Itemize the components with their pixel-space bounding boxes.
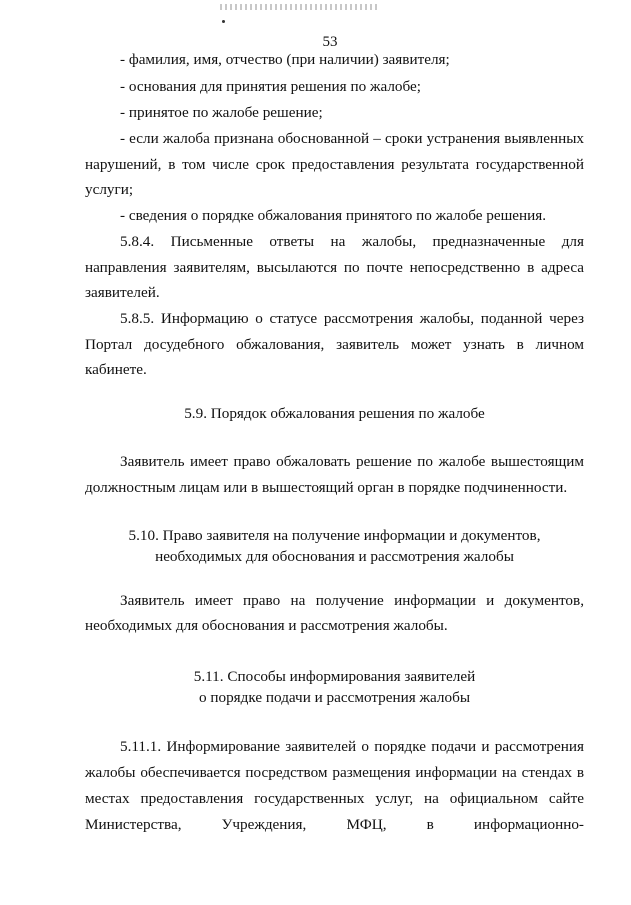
paragraph-line: Министерства, Учреждения, МФЦ, в информационно- [85,816,584,833]
scan-artifact [220,4,380,10]
paragraph-line: заявителей. [85,284,160,301]
paragraph-line: жалобы обеспечивается посредством размещения информации на стендах в [85,764,584,781]
section-heading: о порядке подачи и рассмотрения жалобы [198,689,471,706]
scan-dot [222,20,225,23]
page-number: 53 [322,34,338,50]
paragraph-line: 5.11.1. Информирование заявителей о порядке подачи и рассмотрения [120,738,584,755]
paragraph-line: нарушений, в том числе срок предоставления результата государственной [85,156,584,173]
paragraph-line: услуги; [85,181,134,198]
paragraph-line: направления заявителям, высылаются по почте непосредственно в адреса [85,259,584,276]
section-heading: 5.9. Порядок обжалования решения по жалобе [184,405,485,422]
paragraph-line: Портал досудебного обжалования, заявитель может узнать в личном [85,336,584,353]
section-heading: 5.11. Способы информирования заявителей [193,668,476,685]
paragraph-line: местах предоставления государственных услуг, на официальном сайте [85,790,584,807]
paragraph-line: 5.8.4. Письменные ответы на жалобы, предназначенные для [120,233,584,250]
paragraph-line: 5.8.5. Информацию о статусе рассмотрения жалобы, поданной через [120,310,584,327]
list-item: - если жалоба признана обоснованной – сроки устранения выявленных [120,130,584,147]
paragraph-line: необходимых для обоснования и рассмотрения жалобы. [85,617,448,634]
list-item: - фамилия, имя, отчество (при наличии) заявителя; [120,51,450,68]
list-item: - сведения о порядке обжалования принятого по жалобе решения. [120,207,547,224]
paragraph-line: должностным лицам или в вышестоящий орган в порядке подчиненности. [85,479,568,496]
list-item: - принятое по жалобе решение; [120,104,323,121]
paragraph-line: Заявитель имеет право на получение информации и документов, [120,592,584,609]
paragraph-line: кабинете. [85,361,147,378]
list-item: - основания для принятия решения по жалобе; [120,78,421,95]
section-heading: 5.10. Право заявителя на получение информации и документов, [128,527,541,544]
paragraph-line: Заявитель имеет право обжаловать решение по жалобе вышестоящим [120,453,584,470]
section-heading: необходимых для обоснования и рассмотрения жалобы [155,548,514,565]
